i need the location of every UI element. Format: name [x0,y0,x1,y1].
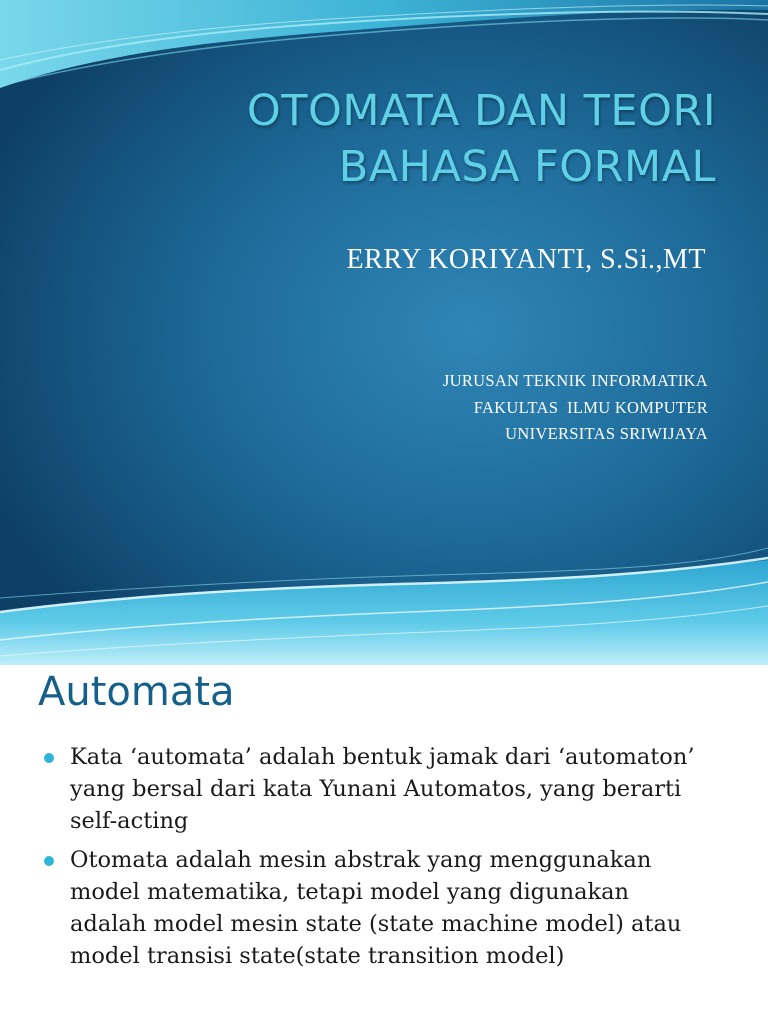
content-slide-title: Automata [38,669,235,715]
slide-title [150,84,716,196]
affiliation-line: FAKULTAS ILMU KOMPUTER [473,397,708,417]
bullet-item [44,844,744,972]
author-name: ERRY KORIYANTI, S.Si.,MT [346,244,706,275]
bullet-line: adalah model mesin state (state machine model) atau [70,911,682,937]
bullet-item [44,741,744,837]
bullet-line: Kata ‘automata’ adalah bentuk jamak dari ‘automaton’ [70,744,695,770]
bullet-line: Otomata adalah mesin abstrak yang menggunakan [70,847,652,873]
content-slide [0,665,768,1024]
slide-title-line: BAHASA FORMAL [338,141,716,192]
affiliation-line: UNIVERSITAS SRIWIJAYA [505,424,708,444]
bullet-list [44,741,744,979]
affiliation [288,368,708,448]
bullet-dot-icon [44,856,54,866]
affiliation-line: JURUSAN TEKNIK INFORMATIKA [442,371,708,390]
slide-title-line: OTOMATA DAN TEORI [246,86,716,136]
bullet-line: model matematika, tetapi model yang digunakan [70,879,630,905]
bullet-line: yang bersal dari kata Yunani Automatos, yang berarti [70,776,682,802]
bullet-dot-icon [44,753,54,763]
bullet-line: model transisi state(state transition model) [70,943,565,969]
bullet-line: self-acting [70,808,189,834]
